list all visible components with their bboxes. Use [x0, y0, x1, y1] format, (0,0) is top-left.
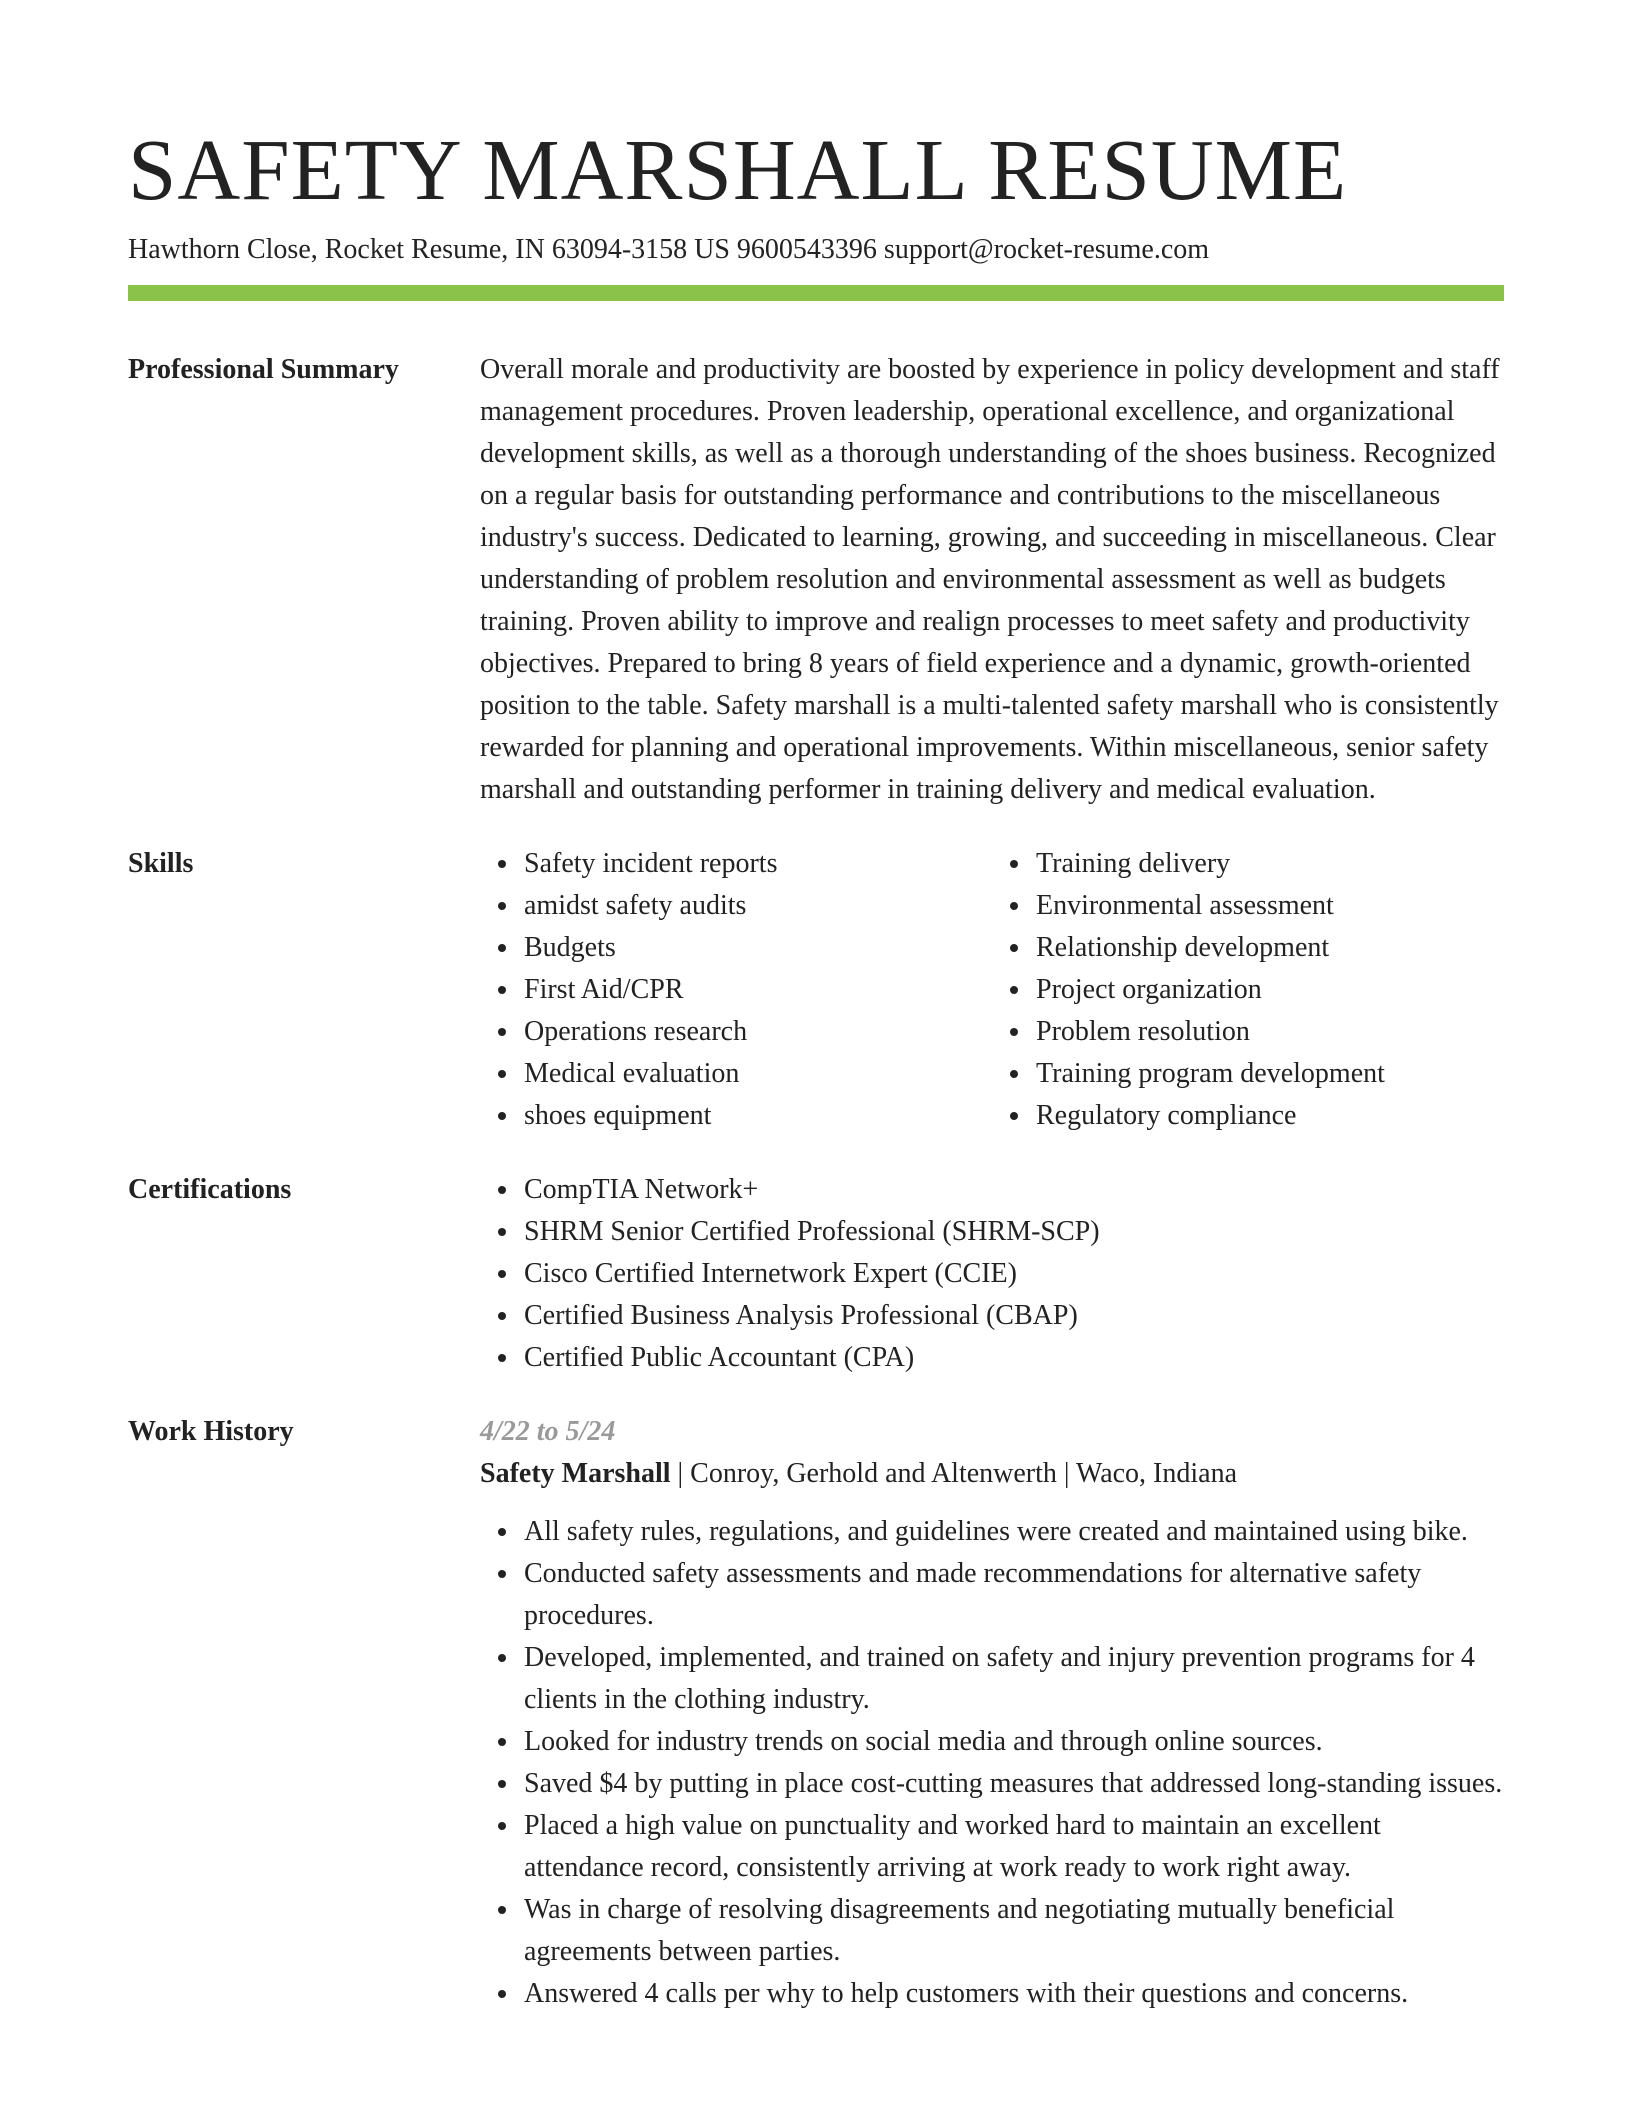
skill-item: Safety incident reports [524, 843, 992, 885]
section-label-work-history: Work History [128, 1416, 294, 1447]
skill-item: Problem resolution [1036, 1011, 1504, 1053]
certification-item: Cisco Certified Internetwork Expert (CCIE) [524, 1253, 1504, 1295]
resume-page [128, 118, 1504, 2015]
contact-line: Hawthorn Close, Rocket Resume, IN 63094-3158 US 9600543396 support@rocket-resume.com [128, 234, 1210, 265]
certification-item: Certified Business Analysis Professional (CBAP) [524, 1295, 1504, 1337]
skill-item: amidst safety audits [524, 885, 992, 927]
job-bullet: Looked for industry trends on social media and through online sources. [524, 1721, 1504, 1763]
certification-item: CompTIA Network+ [524, 1169, 1504, 1211]
certification-item: Certified Public Accountant (CPA) [524, 1337, 1504, 1379]
skill-item: Operations research [524, 1011, 992, 1053]
section-label-certifications: Certifications [128, 1174, 292, 1205]
skill-item: Regulatory compliance [1036, 1095, 1504, 1137]
job-bullet: Placed a high value on punctuality and worked hard to maintain an excellent attendance record, consistently arriving at work ready to work right away. [524, 1805, 1504, 1889]
skill-item: Relationship development [1036, 927, 1504, 969]
skill-item: Medical evaluation [524, 1053, 992, 1095]
job-bullet: Developed, implemented, and trained on safety and injury prevention programs for 4 clients in the clothing industry. [524, 1637, 1504, 1721]
accent-divider [128, 285, 1504, 301]
job-bullet-list [480, 1511, 1504, 2015]
summary-body [480, 349, 1504, 811]
section-label-skills: Skills [128, 848, 194, 879]
summary-section [128, 349, 1504, 811]
skill-item: shoes equipment [524, 1095, 992, 1137]
skill-item: Training delivery [1036, 843, 1504, 885]
job-dates: 4/22 to 5/24 [480, 1416, 616, 1447]
skill-item: Project organization [1036, 969, 1504, 1011]
certification-item: SHRM Senior Certified Professional (SHRM-SCP) [524, 1211, 1504, 1253]
work-history-section [128, 1411, 1504, 2015]
job-heading [480, 1453, 1504, 1495]
job-title: Safety Marshall [480, 1458, 671, 1489]
skill-item: Budgets [524, 927, 992, 969]
skill-item: First Aid/CPR [524, 969, 992, 1011]
skills-list-right [992, 843, 1504, 1137]
skill-item: Training program development [1036, 1053, 1504, 1095]
job-bullet: Was in charge of resolving disagreements and negotiating mutually beneficial agreements between parties. [524, 1889, 1504, 1973]
summary-text: Overall morale and productivity are boosted by experience in policy development and staff management procedures. Proven leadership, operational excellence, and organizational development skills, as well as a thorough understanding of the shoes business. Recognized on a regular basis for outstanding performance and contributions to the miscellaneous industry's success. Dedicated to learning, growing, and succeeding in miscellaneous. Clear understanding of problem resolution and environmental assessment as well as budgets training. Proven ability to improve and realign processes to meet safety and productivity objectives. Prepared to bring 8 years of field experience and a dynamic, growth-oriented position to the table. Safety marshall is a multi-talented safety marshall who is consistently rewarded for planning and operational improvements. Within miscellaneous, senior safety marshall and outstanding performer in training delivery and medical evaluation. [480, 354, 1500, 805]
certifications-list [480, 1169, 1504, 1379]
certifications-body [480, 1169, 1504, 1379]
job-details: | Conroy, Gerhold and Altenwerth | Waco, Indiana [670, 1458, 1238, 1489]
job-bullet: Saved $4 by putting in place cost-cutting measures that addressed long-standing issues. [524, 1763, 1504, 1805]
certifications-section [128, 1169, 1504, 1379]
skill-item: Environmental assessment [1036, 885, 1504, 927]
skills-section [128, 843, 1504, 1137]
resume-title: SAFETY MARSHALL RESUME [128, 121, 1348, 218]
section-label-summary: Professional Summary [128, 354, 399, 385]
skills-body [480, 843, 1504, 1137]
job-bullet: Conducted safety assessments and made recommendations for alternative safety procedures. [524, 1553, 1504, 1637]
job-bullet: All safety rules, regulations, and guidelines were created and maintained using bike. [524, 1511, 1504, 1553]
skills-list-left [480, 843, 992, 1137]
work-history-body [480, 1411, 1504, 2015]
job-bullet: Answered 4 calls per why to help customers with their questions and concerns. [524, 1973, 1504, 2015]
